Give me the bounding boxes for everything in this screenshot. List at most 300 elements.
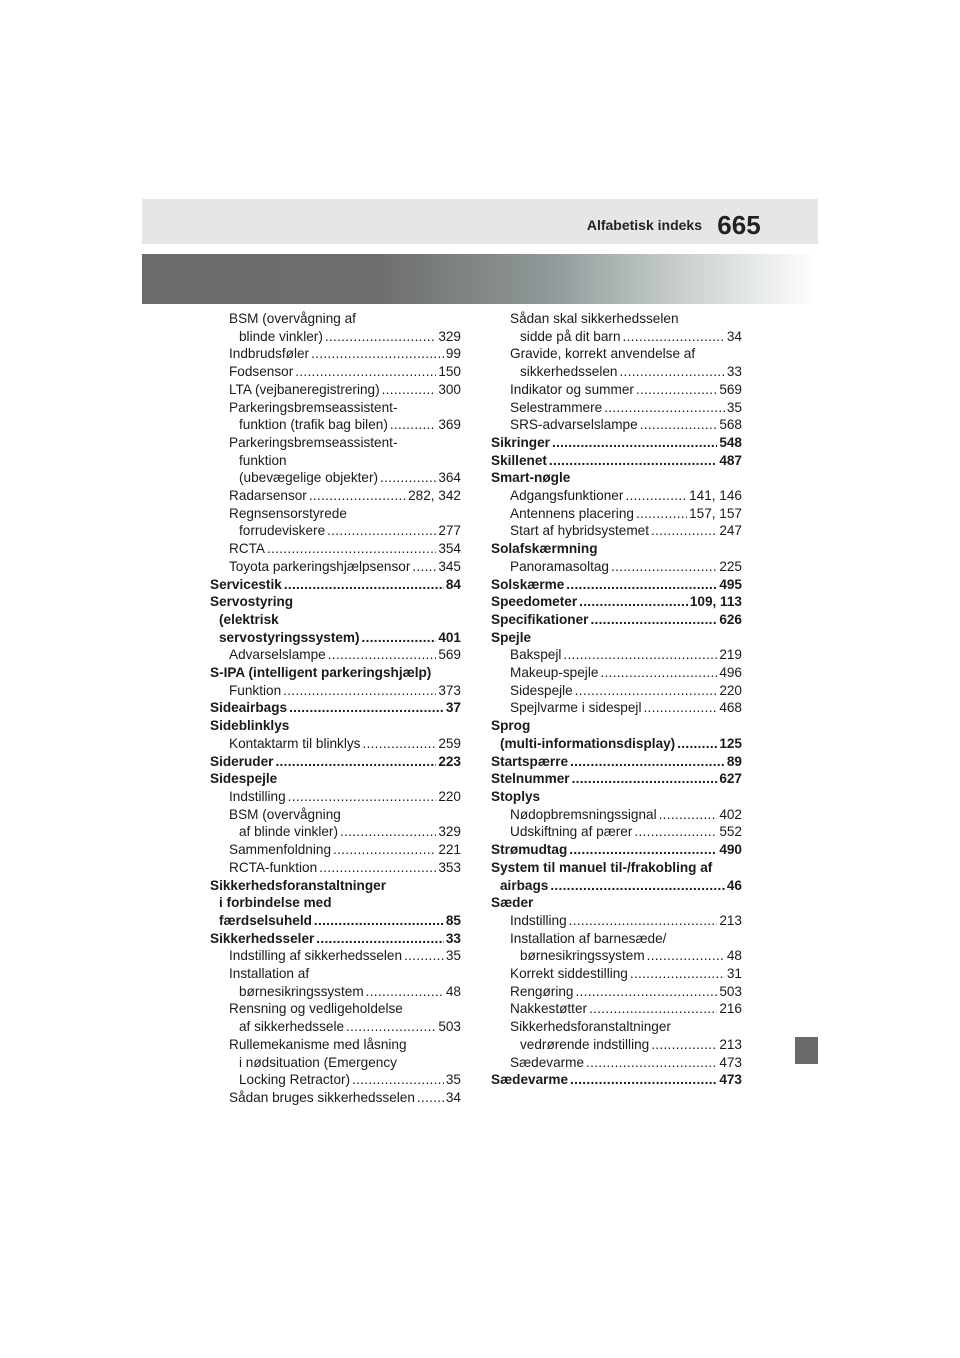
index-column-left — [210, 310, 461, 1107]
index-entry — [491, 841, 742, 859]
index-entry-text: LTA (vejbaneregistrering) — [229, 381, 380, 397]
index-entry-page: 552 — [719, 824, 742, 840]
dot-leader — [288, 788, 437, 806]
index-entry-text: Sprog — [491, 718, 531, 734]
index-entry-page: 216 — [719, 1001, 742, 1017]
dot-leader — [563, 646, 717, 664]
dot-leader — [623, 328, 725, 346]
index-entry-text: Parkeringsbremseassistent- — [229, 399, 398, 415]
index-entry-text: servostyringssystem) — [219, 629, 360, 645]
dot-leader — [316, 930, 444, 948]
dot-leader — [328, 646, 437, 664]
index-entry-text: Selestrammere — [510, 399, 603, 415]
index-entry — [210, 1000, 461, 1018]
index-entry-text: funktion — [239, 452, 287, 468]
index-entry — [491, 682, 742, 700]
index-entry-text: sidde på dit barn — [520, 328, 621, 344]
index-entry — [210, 930, 461, 948]
index-entry-text: Solafskærmning — [491, 541, 598, 557]
index-entry-page: 569 — [719, 381, 742, 397]
index-entry-page: 627 — [719, 771, 742, 787]
index-entry-text: Sikkerhedsforanstaltninger — [210, 877, 387, 893]
dot-leader — [412, 558, 436, 576]
index-entry — [210, 894, 461, 912]
dot-leader — [319, 859, 436, 877]
index-entry — [491, 930, 742, 948]
index-entry-text: Sikkerhedsseler — [210, 930, 315, 946]
index-entry — [210, 806, 461, 824]
index-entry-text: Specifikationer — [491, 611, 589, 627]
index-entry — [491, 770, 742, 788]
index-entry-page: 89 — [726, 753, 742, 769]
index-entry-page: 48 — [726, 948, 742, 964]
dot-leader — [352, 1071, 444, 1089]
dot-leader — [289, 699, 444, 717]
decorative-gradient-band — [142, 254, 818, 304]
index-entry-page: 31 — [726, 966, 742, 982]
dot-leader — [651, 522, 717, 540]
dot-leader — [552, 434, 717, 452]
index-entry — [210, 735, 461, 753]
index-entry — [210, 452, 461, 470]
dot-leader — [640, 416, 718, 434]
index-entry-page: 402 — [719, 806, 742, 822]
index-entry — [210, 540, 461, 558]
index-entry-text: Locking Retractor) — [239, 1072, 351, 1088]
index-entry-page: 496 — [719, 665, 742, 681]
index-entry — [210, 381, 461, 399]
dot-leader — [346, 1018, 436, 1036]
index-entry-page: 223 — [438, 753, 461, 769]
index-entry — [210, 877, 461, 895]
index-entry — [210, 859, 461, 877]
index-entry-text: (multi-informationsdisplay) — [500, 735, 676, 751]
index-entry-page: 490 — [719, 842, 742, 858]
index-entry-page: 503 — [719, 983, 742, 999]
index-entry — [210, 363, 461, 381]
index-entry-text: sikkerhedsselen — [520, 364, 618, 380]
index-entry-text: Solskærme — [491, 576, 565, 592]
index-entry-text: Funktion — [229, 682, 282, 698]
index-entry-page: 219 — [719, 647, 742, 663]
index-entry — [210, 505, 461, 523]
index-entry-text: (elektrisk — [219, 611, 279, 627]
index-entry — [491, 558, 742, 576]
dot-leader — [569, 912, 718, 930]
index-entry-text: Kontaktarm til blinklys — [229, 735, 361, 751]
index-entry — [491, 310, 742, 328]
index-entry — [491, 328, 742, 346]
index-entry — [210, 310, 461, 328]
index-entry-page: 225 — [719, 558, 742, 574]
index-entry — [491, 735, 742, 753]
dot-leader — [327, 522, 436, 540]
dot-leader — [362, 735, 436, 753]
index-entry-page: 33 — [445, 930, 461, 946]
index-entry — [491, 646, 742, 664]
index-entry-text: Indikator og summer — [510, 381, 634, 397]
index-entry — [210, 328, 461, 346]
index-entry-text: blinde vinkler) — [239, 328, 323, 344]
index-entry — [491, 788, 742, 806]
index-entry-page: 373 — [438, 682, 461, 698]
index-entry-page: 345 — [438, 558, 461, 574]
index-entry — [491, 806, 742, 824]
index-entry-page: 569 — [438, 647, 461, 663]
dot-leader — [333, 841, 436, 859]
index-entry — [210, 593, 461, 611]
index-entry-text: Makeup-spejle — [510, 665, 599, 681]
dot-leader — [284, 576, 444, 594]
index-entry-text: Stelnummer — [491, 771, 570, 787]
index-entry-text: Fodsensor — [229, 364, 294, 380]
index-entry-text: Stoplys — [491, 788, 541, 804]
index-entry-text: Installation af — [229, 966, 310, 982]
index-entry-text: System til manuel til-/frakobling af — [491, 859, 713, 875]
index-entry-page: 473 — [719, 1054, 742, 1070]
dot-leader — [569, 841, 717, 859]
index-entry-page: 141, 146 — [689, 488, 742, 504]
index-entry — [491, 717, 742, 735]
dot-leader — [636, 505, 687, 523]
index-entry-page: 353 — [438, 859, 461, 875]
index-entry-text: Sikkerhedsforanstaltninger — [510, 1019, 671, 1035]
index-entry-page: 495 — [719, 576, 742, 592]
index-entry-page: 84 — [445, 576, 461, 592]
index-entry-page: 150 — [438, 364, 461, 380]
dot-leader — [283, 682, 436, 700]
index-entry-page: 626 — [719, 611, 742, 627]
dot-leader — [651, 1036, 717, 1054]
index-entry-text: Indbrudsføler — [229, 346, 310, 362]
index-entry — [491, 540, 742, 558]
dot-leader — [611, 558, 717, 576]
index-entry — [210, 469, 461, 487]
index-entry — [210, 788, 461, 806]
index-entry-text: Spejle — [491, 629, 532, 645]
dot-leader — [566, 576, 717, 594]
index-entry-text: Rensning og vedligeholdelse — [229, 1001, 403, 1017]
index-entry-text: færdselsuheld — [219, 912, 312, 928]
index-entry-text: (ubevægelige objekter) — [239, 470, 379, 486]
index-entry — [491, 877, 742, 895]
index-entry — [491, 753, 742, 771]
index-entry — [491, 452, 742, 470]
index-entry-page: 34 — [445, 1089, 461, 1105]
dot-leader — [314, 912, 444, 930]
index-entry-text: Installation af barnesæde/ — [510, 930, 667, 946]
index-entry-page: 329 — [438, 824, 461, 840]
index-entry — [491, 1054, 742, 1072]
index-entry — [491, 345, 742, 363]
index-entry-page: 34 — [726, 328, 742, 344]
index-entry-text: Sædevarme — [510, 1054, 585, 1070]
index-entry — [210, 558, 461, 576]
index-entry-text: funktion (trafik bag bilen) — [239, 417, 388, 433]
index-entry — [210, 947, 461, 965]
dot-leader — [340, 823, 436, 841]
index-entry-page: 35 — [726, 399, 742, 415]
index-entry — [491, 469, 742, 487]
index-entry-text: Toyota parkeringshjælpsensor — [229, 558, 411, 574]
index-entry-page: 37 — [445, 700, 461, 716]
index-entry-text: Indstilling — [229, 788, 286, 804]
index-entry-text: Indstilling — [510, 912, 567, 928]
dot-leader — [590, 611, 717, 629]
index-entry — [210, 522, 461, 540]
index-entry-page: 157, 157 — [689, 505, 742, 521]
index-entry-text: i forbindelse med — [219, 895, 332, 911]
index-entry — [491, 399, 742, 417]
index-entry — [210, 1018, 461, 1036]
index-entry — [491, 983, 742, 1001]
index-entry-page: 300 — [438, 381, 461, 397]
index-entry-page: 221 — [438, 842, 461, 858]
index-entry — [491, 699, 742, 717]
dot-leader — [295, 363, 436, 381]
index-entry-page: 473 — [719, 1072, 742, 1088]
index-entry — [210, 611, 461, 629]
index-entry-text: Sideairbags — [210, 700, 288, 716]
index-entry-text: Sideruder — [210, 753, 274, 769]
index-entry — [491, 593, 742, 611]
index-entry — [210, 416, 461, 434]
index-entry — [491, 434, 742, 452]
index-entry — [491, 1018, 742, 1036]
index-entry-page: 282, 342 — [408, 488, 461, 504]
dot-leader — [404, 947, 444, 965]
dot-leader — [636, 381, 717, 399]
index-entry — [210, 1089, 461, 1107]
index-entry-page: 220 — [719, 682, 742, 698]
index-entry — [210, 576, 461, 594]
index-entry-page: 35 — [445, 948, 461, 964]
index-entry-page: 213 — [719, 1036, 742, 1052]
index-entry-text: Advarselslampe — [229, 647, 326, 663]
index-entry-page: 568 — [719, 417, 742, 433]
index-entry — [210, 629, 461, 647]
index-entry-page: 109, 113 — [689, 594, 742, 610]
index-entry-page: 369 — [438, 417, 461, 433]
index-entry — [491, 1000, 742, 1018]
index-entry — [491, 363, 742, 381]
section-title: Alfabetisk indeks — [586, 217, 702, 233]
index-entry — [491, 947, 742, 965]
dot-leader — [325, 328, 436, 346]
index-entry-text: Korrekt siddestilling — [510, 966, 628, 982]
index-entry — [210, 912, 461, 930]
dot-leader — [647, 947, 725, 965]
index-entry-text: vedrørende indstilling — [520, 1036, 650, 1052]
index-entry — [210, 965, 461, 983]
dot-leader — [311, 345, 444, 363]
dot-leader — [382, 381, 437, 399]
index-entry-text: Udskiftning af pærer — [510, 824, 633, 840]
index-entry-text: Sidespejle — [210, 771, 278, 787]
dot-leader — [634, 823, 717, 841]
index-entry — [210, 770, 461, 788]
index-entry-text: BSM (overvågning af — [229, 311, 356, 326]
dot-leader — [604, 399, 725, 417]
dot-leader — [549, 452, 717, 470]
index-entry — [210, 646, 461, 664]
index-entry-text: forrudeviskere — [239, 523, 326, 539]
index-entry-page: 277 — [438, 523, 461, 539]
index-entry — [210, 841, 461, 859]
index-entry-text: Smart-nøgle — [491, 470, 571, 486]
dot-leader — [570, 753, 725, 771]
index-entry-page: 329 — [438, 328, 461, 344]
index-entry — [210, 1036, 461, 1054]
index-entry-text: Servicestik — [210, 576, 282, 592]
index-entry-text: Skillenet — [491, 452, 547, 468]
index-entry — [491, 416, 742, 434]
index-entry-text: Sædevarme — [491, 1072, 569, 1088]
dot-leader — [550, 877, 725, 895]
index-entry — [210, 1054, 461, 1072]
index-entry-text: SRS-advarselslampe — [510, 417, 638, 433]
index-entry-text: Sådan bruges sikkerhedsselen — [229, 1089, 415, 1105]
index-entry — [210, 434, 461, 452]
index-entry-text: Servostyring — [210, 594, 294, 610]
index-entry — [491, 1036, 742, 1054]
dot-leader — [625, 487, 687, 505]
dot-leader — [570, 1071, 717, 1089]
dot-leader — [600, 664, 717, 682]
index-entry — [210, 823, 461, 841]
index-entry — [210, 1071, 461, 1089]
index-entry-page: 487 — [719, 452, 742, 468]
index-entry-page: 46 — [726, 877, 742, 893]
dot-leader — [275, 753, 436, 771]
dot-leader — [362, 629, 437, 647]
index-entry-page: 33 — [726, 364, 742, 380]
index-entry-text: S-IPA (intelligent parkeringshjælp) — [210, 665, 432, 681]
index-entry — [210, 753, 461, 771]
index-entry-text: Regnsensorstyrede — [229, 505, 347, 521]
index-entry — [491, 487, 742, 505]
dot-leader — [366, 983, 444, 1001]
index-entry-text: Speedometer — [491, 594, 578, 610]
index-entry-text: Strømudtag — [491, 842, 568, 858]
dot-leader — [309, 487, 406, 505]
index-entry-page: 99 — [445, 346, 461, 362]
index-entry — [491, 912, 742, 930]
dot-leader — [586, 1054, 717, 1072]
index-entry-text: Bakspejl — [510, 647, 562, 663]
dot-leader — [677, 735, 717, 753]
index-entry-page: 468 — [719, 700, 742, 716]
dot-leader — [267, 540, 436, 558]
index-entry-text: Panoramasoltag — [510, 558, 609, 574]
index-entry-text: Sæder — [491, 895, 534, 911]
dot-leader — [643, 699, 717, 717]
index-entry — [491, 505, 742, 523]
index-entry-text: Gravide, korrekt anvendelse af — [510, 346, 696, 362]
index-entry-page: 213 — [719, 912, 742, 928]
index-entry-text: af blinde vinkler) — [239, 824, 338, 840]
index-entry-page: 548 — [719, 434, 742, 450]
index-entry-text: Startspærre — [491, 753, 569, 769]
index-entry — [210, 717, 461, 735]
index-entry — [210, 699, 461, 717]
index-entry-text: Sideblinklys — [210, 718, 290, 734]
index-entry — [491, 1071, 742, 1089]
index-entry — [491, 859, 742, 877]
index-entry-text: Spejlvarme i sidespejl — [510, 700, 642, 716]
dot-leader — [659, 806, 718, 824]
index-entry — [210, 664, 461, 682]
index-entry — [491, 629, 742, 647]
index-entry-text: Sidespejle — [510, 682, 573, 698]
index-entry — [491, 611, 742, 629]
index-entry — [491, 381, 742, 399]
index-entry-page: 259 — [438, 735, 461, 751]
index-entry — [491, 576, 742, 594]
index-entry — [491, 522, 742, 540]
index-entry-text: BSM (overvågning — [229, 806, 341, 822]
index-entry-text: af sikkerhedssele — [239, 1019, 345, 1035]
index-entry-text: Adgangsfunktioner — [510, 488, 624, 504]
index-entry-page: 125 — [719, 735, 742, 751]
dot-leader — [579, 593, 688, 611]
dot-leader — [575, 983, 717, 1001]
index-entry-text: i nødsituation (Emergency — [239, 1054, 397, 1070]
index-entry-page: 220 — [438, 788, 461, 804]
index-entry-text: børnesikringssystem — [520, 948, 645, 964]
dot-leader — [572, 770, 718, 788]
index-entry-page: 247 — [719, 523, 742, 539]
index-entry-text: Rullemekanisme med låsning — [229, 1036, 407, 1052]
index-entry-text: Nakkestøtter — [510, 1001, 588, 1017]
index-entry — [210, 399, 461, 417]
index-entry-page: 48 — [445, 983, 461, 999]
index-entry-text: Sådan skal sikkerhedsselen — [510, 311, 679, 326]
dot-leader — [380, 469, 436, 487]
index-entry-text: Start af hybridsystemet — [510, 523, 650, 539]
index-entry-page: 364 — [438, 470, 461, 486]
index-entry-text: Parkeringsbremseassistent- — [229, 434, 398, 450]
index-entry-text: Sikringer — [491, 434, 550, 450]
dot-leader — [619, 363, 724, 381]
dot-leader — [390, 416, 436, 434]
index-entry-text: RCTA-funktion — [229, 859, 318, 875]
index-entry-page: 35 — [445, 1072, 461, 1088]
chapter-tab-marker — [795, 1037, 818, 1064]
index-column-right — [491, 310, 742, 1089]
dot-leader — [630, 965, 725, 983]
index-entry-text: Indstilling af sikkerhedsselen — [229, 948, 403, 964]
index-entry-text: RCTA — [229, 541, 265, 557]
index-entry-page: 354 — [438, 541, 461, 557]
index-entry — [491, 965, 742, 983]
index-entry — [491, 823, 742, 841]
index-entry — [491, 894, 742, 912]
index-entry-text: Radarsensor — [229, 488, 307, 504]
index-entry-text: Rengøring — [510, 983, 574, 999]
index-entry-text: Antennens placering — [510, 505, 634, 521]
dot-leader — [589, 1000, 717, 1018]
index-entry-text: Nødopbremsningssignal — [510, 806, 657, 822]
index-entry — [210, 345, 461, 363]
index-entry-page: 503 — [438, 1019, 461, 1035]
page-number: 665 — [717, 210, 761, 240]
index-entry-text: Sammenfoldning — [229, 842, 332, 858]
index-entry — [210, 682, 461, 700]
index-entry — [491, 664, 742, 682]
dot-leader — [575, 682, 718, 700]
dot-leader — [417, 1089, 444, 1107]
